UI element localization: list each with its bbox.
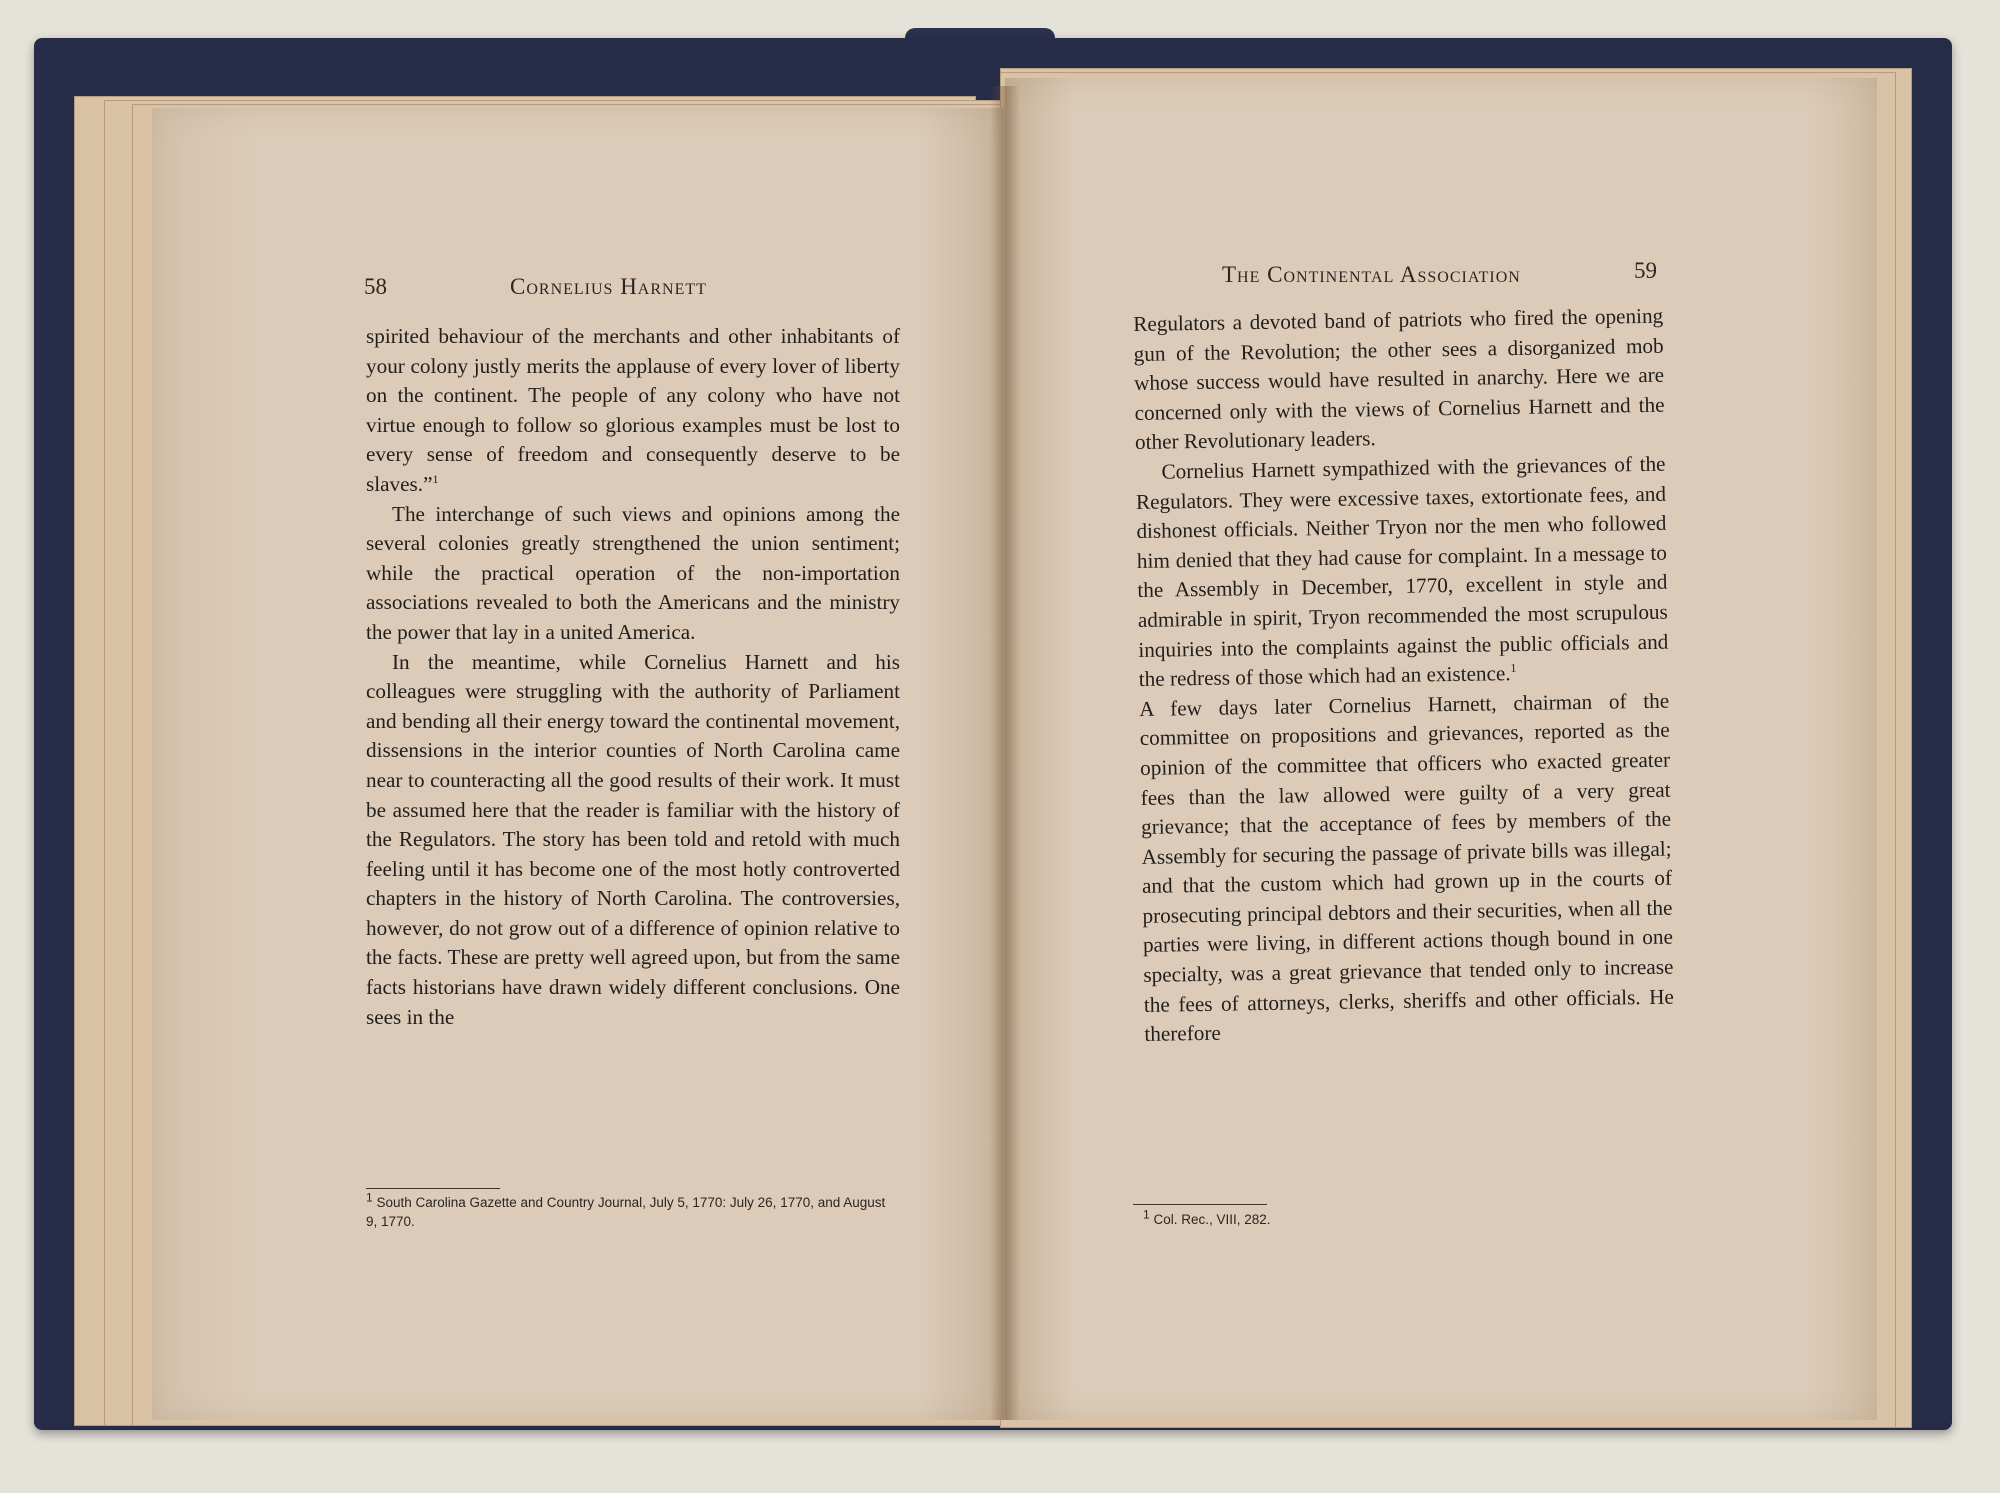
left-running-head: Cornelius Harnett: [510, 274, 707, 299]
gutter-shadow: [990, 86, 1020, 1420]
right-running-head: The Continental Association: [1222, 262, 1521, 287]
left-footnote: $^1$ South Carolina Gazette and Country Journal, July 5, 1770: July 26, 1770, and August 9, 1770.: [366, 1190, 886, 1229]
right-footnote: $^1$ Col. Rec., VIII, 282.: [1143, 1207, 1271, 1227]
left-page-text: [366, 322, 900, 1032]
right-paragraph-2: Cornelius Harnett sympathized with the grievances of the Regulators. They were excessive taxes, extortionate fees, and dishonest officials. Neither Tryon nor the men who followed him denied that they had cause for complaint. In a message to the Assembly in December, 1770, excellent in style and admirable in spirit, Tryon recommended the most scrupulous inquiries into the complaints against the public officials and the redress of those which had an existence.$^1$: [1135, 451, 1669, 692]
right-footnote-rule: [1133, 1204, 1267, 1205]
left-page-number: 58: [364, 274, 387, 299]
left-footnote-rule: [366, 1188, 500, 1189]
left-paragraph-1: spirited behaviour of the merchants and other inhabitants of your colony justly merits the applause of every lover of liberty on the continent. The people of any colony who have not virtue enough to follow so glorious examples must be lost to every sense of freedom and consequently deserve to be slaves.”$^1$: [366, 324, 900, 496]
footnote-ref: 1: [1510, 661, 1517, 676]
right-paragraph-1: Regulators a devoted band of patriots who fired the opening gun of the Revolution; the other sees a disorganized mob whose success would have resulted in anarchy. Here we are concerned only with the views of Cornelius Harnett and the other Revolutionary leaders.: [1133, 303, 1665, 455]
right-page-text: [1133, 302, 1675, 1050]
left-paragraph-2: The interchange of such views and opinions among the several colonies greatly strengthened the union sentiment; while the practical operation of the non-importation associations revealed to both the Americans and the ministry the power that lay in a united America.: [366, 501, 900, 644]
footnote-ref: 1: [432, 471, 439, 486]
right-paragraph-3: A few days later Cornelius Harnett, chairman of the committee on propositions and grievances, reported as the opinion of the committee that officers who exacted greater fees than the law allowed were guilty of a very great grievance; that the acceptance of fees by members of the Assembly for securing the passage of private bills was illegal; and that the custom which had grown up in the courts of prosecuting principal debtors and their securities, when all the parties were living, in different actions though bound in one specialty, was a great grievance that tended only to increase the fees of attorneys, clerks, sheriffs and other officials. He therefore: [1139, 688, 1675, 1047]
left-paragraph-3: In the meantime, while Cornelius Harnett and his colleagues were struggling with the authority of Parliament and bending all their energy toward the continental movement, dissensions in the interior counties of North Carolina came near to counteracting all the good results of their work. It must be assumed here that the reader is familiar with the history of the Regulators. The story has been told and retold with much feeling until it has become one of the most hotly controverted chapters in the history of North Carolina. The controversies, however, do not grow out of a difference of opinion relative to the facts. These are pretty well agreed upon, but from the same facts historians have drawn widely different conclusions. One sees in the: [366, 649, 900, 1029]
right-page-number: 59: [1634, 258, 1657, 283]
